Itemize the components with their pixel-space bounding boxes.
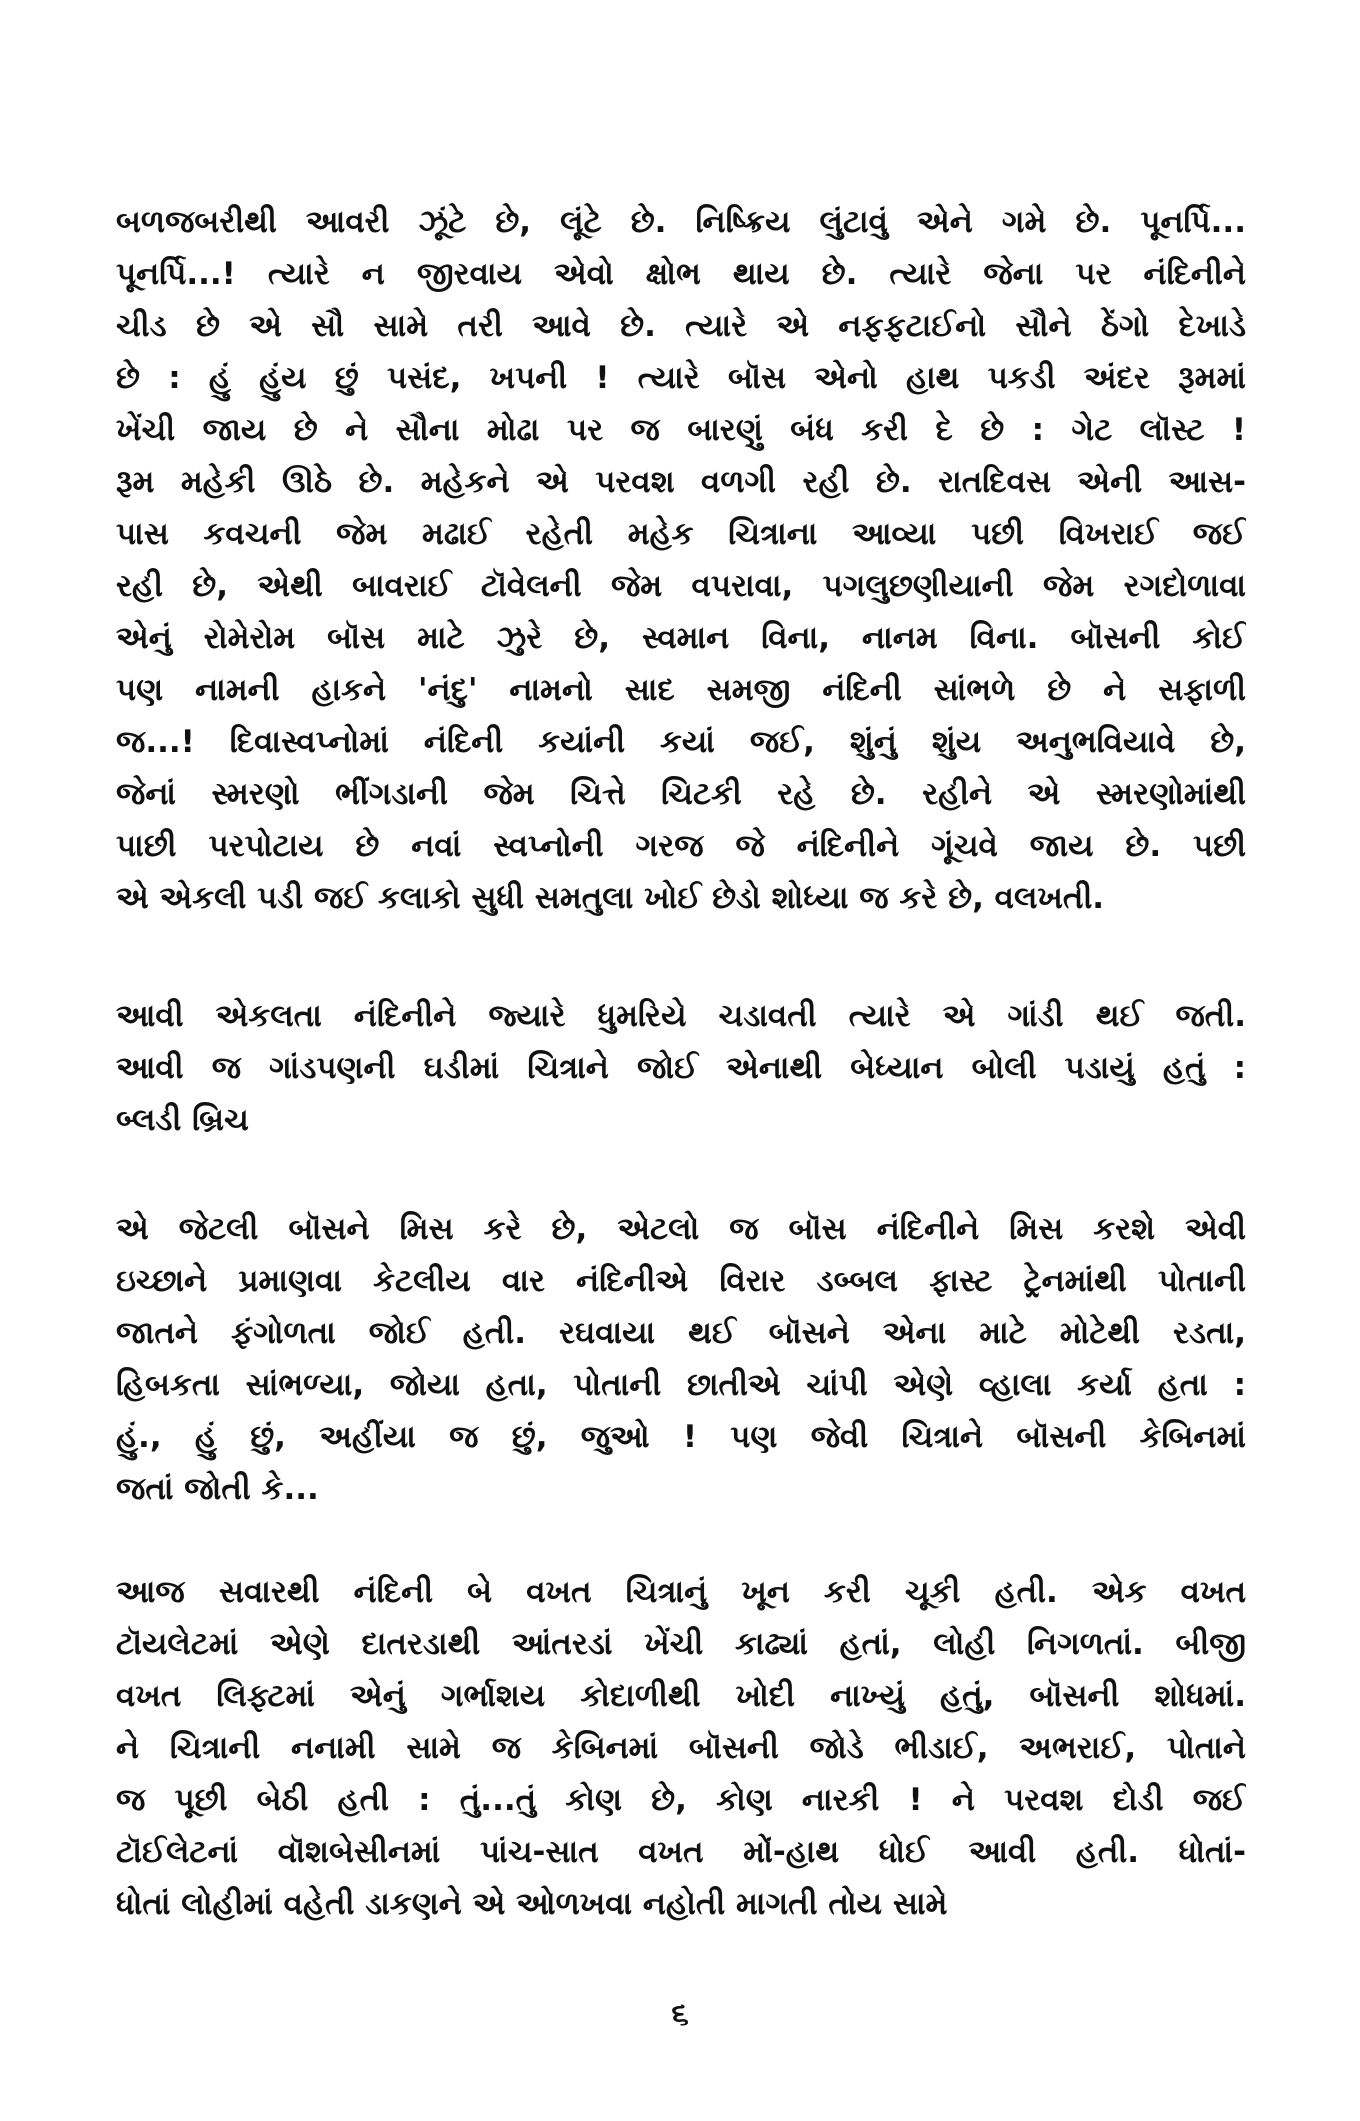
text-line: આવી એકલતા નંદિનીને જ્યારે ધુમરિયે ચડાવતી ત્યારે એ ગાંડી થઈ જતી. (116, 998, 1246, 1034)
text-line: પૂનર્પિ...! ત્યારે ન જીરવાય એવો ક્ષોભ થાય છે. ત્યારે જેના પર નંદિનીને (116, 256, 1246, 292)
text-line: એ જેટલી બૉસને મિસ કરે છે, એટલો જ બૉસ નંદિનીને મિસ કરશે એવી (116, 1211, 1246, 1247)
text-line: ટૉઈલેટનાં વૉશબેસીનમાં પાંચ-સાત વખત મોં-હાથ ધોઈ આવી હતી. ધોતાં- (116, 1834, 1246, 1870)
text-line: ખેંચી જાય છે ને સૌના મોઢા પર જ બારણું બંધ કરી દે છે : ગેટ લૉસ્ટ ! (116, 412, 1246, 448)
text-line: ટૉયલેટમાં એણે દાતરડાથી આંતરડાં ખેંચી કાઢ્યાં હતાં, લોહી નિગળતાં. બીજી (116, 1626, 1246, 1662)
text-line: જેનાં સ્મરણો ભીંગડાની જેમ ચિત્તે ચિટકી રહે છે. રહીને એ સ્મરણોમાંથી (116, 776, 1246, 812)
text-line: જાતને ફંગોળતા જોઈ હતી. રઘવાયા થઈ બૉસને એના માટે મોટેથી રડતા, (116, 1315, 1246, 1351)
text-line: બ્લડી બ્રિચ (116, 1102, 249, 1138)
text-line: પાછી પરપોટાય છે નવાં સ્વપ્નોની ગરજ જે નંદિનીને ગૂંચવે જાય છે. પછી (116, 828, 1246, 864)
text-line: પાસ કવચની જેમ મઢાઈ રહેતી મહેક ચિત્રાના આવ્યા પછી વિખરાઈ જઈ (116, 516, 1246, 552)
paragraph-2 (116, 990, 1246, 1146)
text-line: જ પૂછી બેઠી હતી : તું...તું કોણ છે, કોણ નારકી ! ને પરવશ દોડી જઈ (116, 1782, 1246, 1818)
text-line: જ...! દિવાસ્વપ્નોમાં નંદિની કયાંની કયાં જઈ, શુંનું શુંય અનુભવિયાવે છે, (116, 724, 1246, 760)
page-number: ૬ (671, 1996, 689, 2032)
text-line: હિબકતા સાંભળ્યા, જોયા હતા, પોતાની છાતીએ ચાંપી એણે વ્હાલા કર્યા હતા : (116, 1367, 1246, 1403)
paragraph-4 (116, 1566, 1246, 1930)
text-line: બળજબરીથી આવરી ઝૂંટે છે, લૂંટે છે. નિષ્ક્રિય લુંટાવું એને ગમે છે. પૂનર્પિ... (116, 204, 1246, 240)
text-line: ચીડ છે એ સૌ સામે તરી આવે છે. ત્યારે એ નફફટાઈનો સૌને ઠેંગો દેખાડે (116, 308, 1246, 344)
text-line: આવી જ ગાંડપણની ઘડીમાં ચિત્રાને જોઈ એનાથી બેધ્યાન બોલી પડાયું હતું : (116, 1050, 1246, 1086)
text-line: એનું રોમેરોમ બૉસ માટે ઝુરે છે, સ્વમાન વિના, નાનમ વિના. બૉસની કોઈ (116, 620, 1246, 656)
text-line: રૂમ મહેકી ઊઠે છે. મહેકને એ પરવશ વળગી રહી છે. રાતદિવસ એની આસ- (116, 464, 1246, 500)
text-line: હું., હું છું, અહીંયા જ છું, જુઓ ! પણ જેવી ચિત્રાને બૉસની કેબિનમાં (116, 1419, 1246, 1455)
text-line: જતાં જોતી કે... (116, 1471, 319, 1507)
text-line: વખત લિફ્ટમાં એનું ગર્ભાશય કોદાળીથી ખોદી નાખ્યું હતું, બૉસની શોધમાં. (116, 1678, 1246, 1714)
text-line: આજ સવારથી નંદિની બે વખત ચિત્રાનું ખૂન કરી ચૂકી હતી. એક વખત (116, 1574, 1246, 1610)
text-line: ઇચ્છાને પ્રમાણવા કેટલીય વાર નંદિનીએ વિરાર ડબ્બલ ફાસ્ટ ટ્રેનમાંથી પોતાની (116, 1263, 1246, 1299)
text-line: છે : હું હુંય છું પસંદ, ખપની ! ત્યારે બૉસ એનો હાથ પકડી અંદર રૂમમાં (116, 360, 1246, 396)
text-line: ને ચિત્રાની નનામી સામે જ કેબિનમાં બૉસની જોડે ભીડાઈ, અભરાઈ, પોતાને (116, 1730, 1246, 1766)
text-line: એ એકલી પડી જઈ કલાકો સુધી સમતુલા ખોઈ છેડો શોધ્યા જ કરે છે, વલખતી. (116, 880, 1105, 916)
paragraph-1 (116, 196, 1246, 924)
text-line: ધોતાં લોહીમાં વહેતી ડાકણને એ ઓળખવા નહોતી માગતી તોય સામે (116, 1886, 948, 1922)
text-line: પણ નામની હાકને 'નંદુ' નામનો સાદ સમજી નંદિની સાંભળે છે ને સફાળી (116, 672, 1246, 708)
text-line: રહી છે, એથી બાવરાઈ ટૉવેલની જેમ વપરાવા, પગલુછણીયાની જેમ રગદોળાવા (116, 568, 1246, 604)
paragraph-3 (116, 1203, 1246, 1515)
